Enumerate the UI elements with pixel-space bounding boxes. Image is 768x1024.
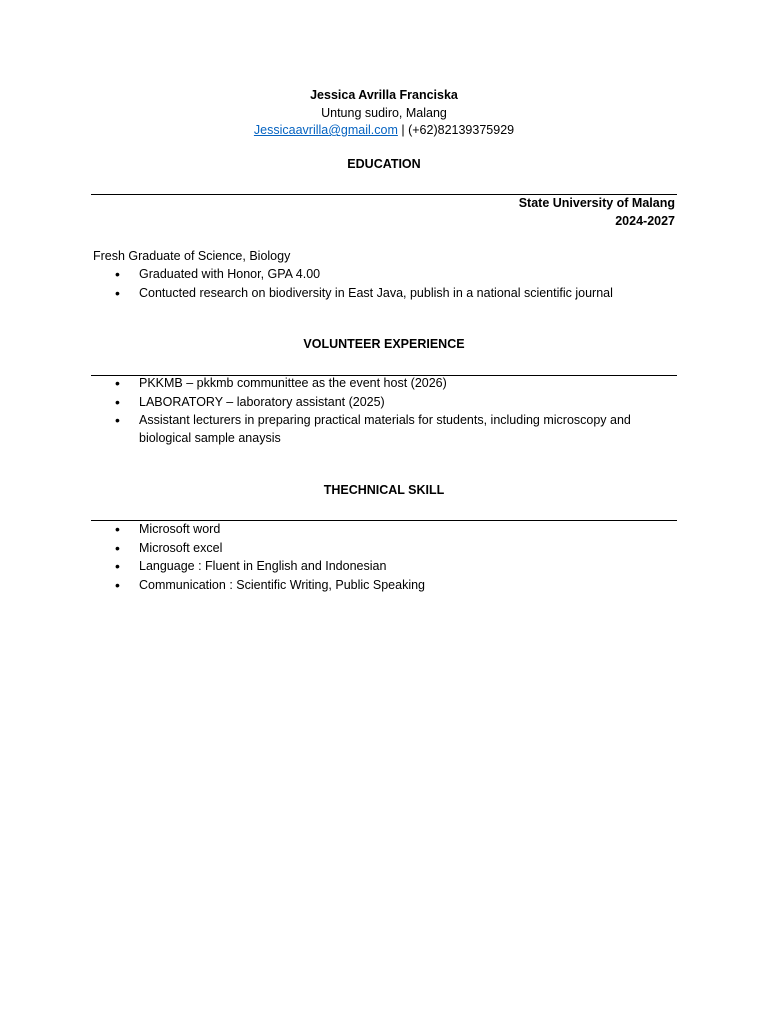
education-list: [93, 266, 663, 303]
contact-separator: |: [397, 123, 409, 137]
education-degree: Fresh Graduate of Science, Biology: [93, 249, 291, 263]
skills-list: [93, 521, 663, 595]
list-item: • Language : Fluent in English and Indonesian: [93, 558, 663, 576]
list-item: • LABORATORY – laboratory assistant (2025): [93, 394, 663, 412]
candidate-address: Untung sudiro, Malang: [321, 105, 447, 120]
email-link[interactable]: Jessicaavrilla@gmail.com: [253, 123, 398, 137]
phone-number: (+62)82139375929: [408, 123, 515, 137]
section-title-skills: THECHNICAL SKILL: [323, 483, 445, 497]
list-item: • Assistant lecturers in preparing practical materials for students, including microscopy and biological sample anaysis: [93, 412, 663, 447]
candidate-name: Jessica Avrilla Franciska: [310, 88, 458, 102]
list-item: • PKKMB – pkkmb communittee as the event host (2026): [93, 375, 663, 393]
section-title-volunteer: VOLUNTEER EXPERIENCE: [303, 337, 465, 351]
contact-line: [0, 122, 768, 140]
education-institution-block: [519, 195, 675, 230]
list-item: • Communication : Scientific Writing, Public Speaking: [93, 577, 663, 595]
education-years: 2024-2027: [615, 213, 675, 228]
education-institution: State University of Malang: [518, 196, 675, 210]
list-item: • Microsoft excel: [93, 540, 663, 558]
volunteer-list: [93, 375, 663, 448]
section-title-education: EDUCATION: [347, 157, 421, 171]
resume-header: [0, 87, 768, 140]
list-item: • Contucted research on biodiversity in East Java, publish in a national scientific journal: [93, 285, 663, 303]
list-item: • Microsoft word: [93, 521, 663, 539]
list-item: • Graduated with Honor, GPA 4.00: [93, 266, 663, 284]
